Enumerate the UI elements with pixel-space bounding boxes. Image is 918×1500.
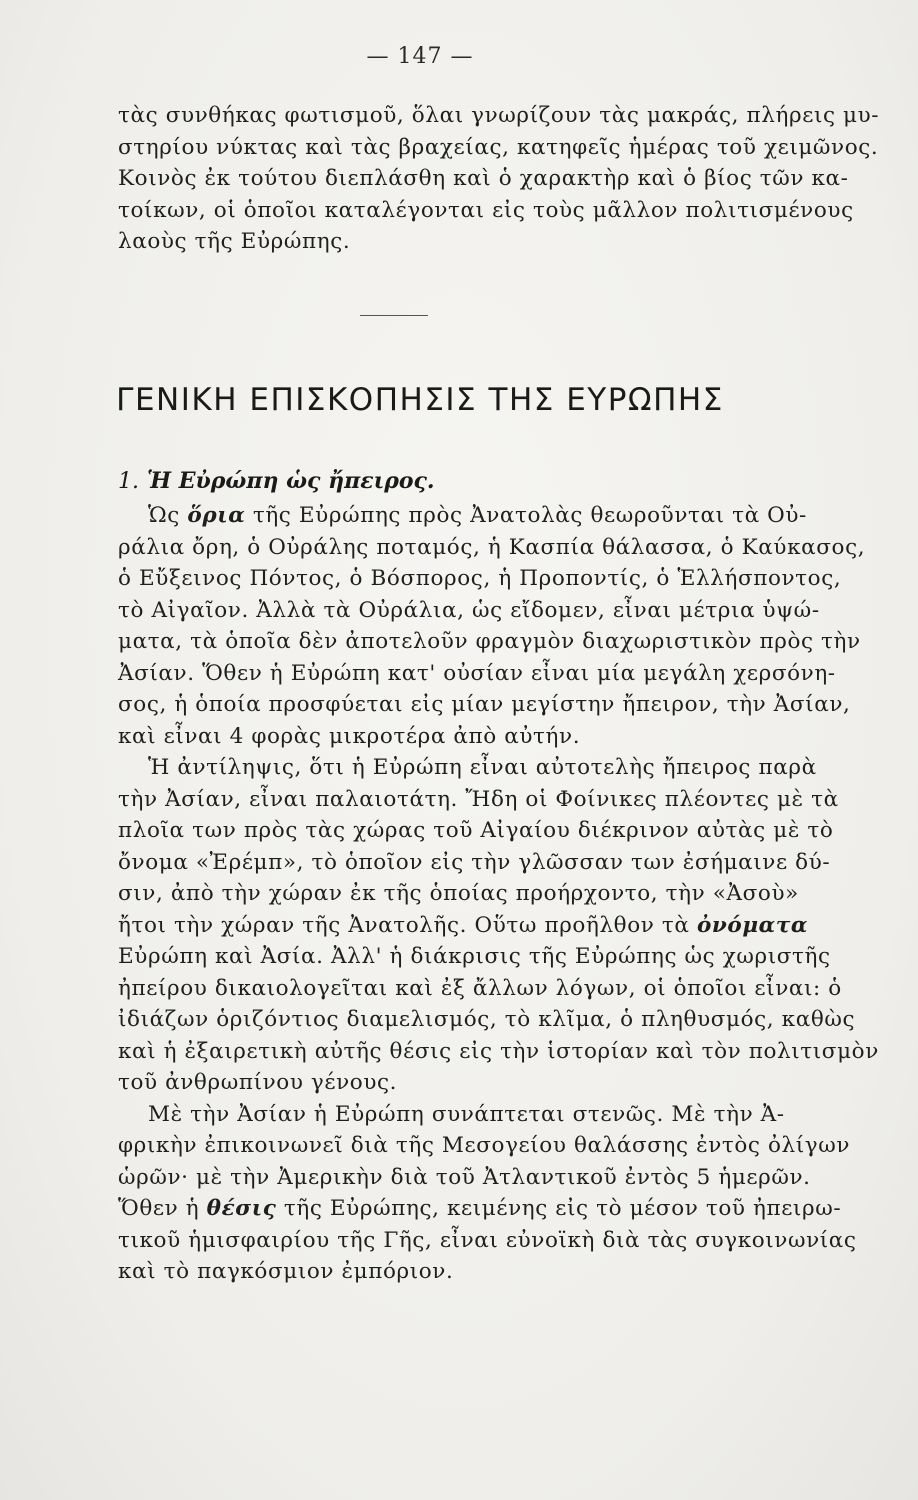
text-line: λαοὺς τῆς Εὐρώπης.	[118, 229, 351, 254]
subsection-number: 1.	[118, 469, 139, 494]
text-line: ράλια ὄρη, ὁ Οὐράλης ποταμός, ἡ Κασπία θάλασσα, ὁ Καύκασος,	[118, 534, 866, 560]
text-line: τὴν Ἀσίαν, εἶναι παλαιοτάτη. Ἤδη οἱ Φοίνικες πλέοντες μὲ τὰ	[118, 786, 839, 812]
text-fragment: ἤτοι τὴν χώραν τῆς Ἀνατολῆς. Οὕτω προῆλθον τὰ	[118, 912, 697, 938]
intro-paragraph	[118, 100, 880, 258]
text-line: ἠπείρου δικαιολογεῖται καὶ ἐξ ἄλλων λόγων, οἱ ὁποῖοι εἶναι: ὁ	[118, 975, 842, 1001]
emphasis-term: θέσις	[206, 1196, 277, 1221]
text-line: Εὐρώπη καὶ Ἀσία. Ἀλλ' ἡ διάκρισις τῆς Εὐρώπης ὡς χωριστῆς	[118, 944, 831, 969]
section-title: ΓΕΝΙΚΗ ΕΠΙΣΚΟΠΗΣΙΣ ΤΗΣ ΕΥΡΩΠΗΣ	[116, 382, 724, 418]
text-fragment: Ὡς	[148, 503, 188, 528]
text-line: φρικὴν ἐπικοινωνεῖ διὰ τῆς Μεσογείου θαλάσσης ἐντὸς ὀλίγων	[118, 1133, 851, 1158]
text-line: ἰδιάζων ὁριζόντιος διαμελισμός, τὸ κλῖμα, ὁ πληθυσμός, καθὼς	[118, 1007, 856, 1032]
page-number: — 147 —	[366, 44, 474, 69]
text-fragment: τῆς Εὐρώπης πρὸς Ἀνατολὰς θεωροῦνται τὰ Οὐ-	[245, 503, 807, 528]
text-line: Ἀσίαν. Ὅθεν ἡ Εὐρώπη κατ' οὐσίαν εἶναι μία μεγάλη χερσόνη-	[118, 660, 836, 686]
text-line: τικοῦ ἡμισφαιρίου τῆς Γῆς, εἶναι εὐνοϊκὴ διὰ τὰς συγκοινωνίας	[118, 1227, 857, 1253]
text-line: Μὲ τὴν Ἀσίαν ἡ Εὐρώπη συνάπτεται στενῶς. Μὲ τὴν Ἀ-	[148, 1101, 785, 1127]
text-line: ὡρῶν· μὲ τὴν Ἀμερικὴν διὰ τοῦ Ἀτλαντικοῦ ἐντὸς 5 ἡμερῶν.	[118, 1164, 811, 1190]
text-line: Κοινὸς ἐκ τούτου διεπλάσθη καὶ ὁ χαρακτὴρ καὶ ὁ βίος τῶν κα-	[118, 166, 849, 191]
text-line: τοίκων, οἱ ὁποῖοι καταλέγονται εἰς τοὺς μᾶλλον πολιτισμένους	[118, 197, 854, 223]
text-line: Ἡ ἀντίληψις, ὅτι ἡ Εὐρώπη εἶναι αὐτοτελὴς ἤπειρος παρὰ	[148, 755, 817, 780]
text-line: τὰς συνθήκας φωτισμοῦ, ὅλαι γνωρίζουν τὰς μακράς, πλήρεις μυ-	[118, 103, 880, 128]
text-fragment: Ὅθεν ἡ	[118, 1196, 207, 1221]
text-line: ὁ Εὔξεινος Πόντος, ὁ Βόσπορος, ἡ Προποντίς, ὁ Ἑλλήσποντος,	[118, 566, 842, 591]
text-line: σιν, ἀπὸ τὴν χώραν ἐκ τῆς ὁποίας προήρχοντο, τὴν «Ἀσοὺ»	[118, 881, 799, 906]
body-text	[118, 500, 879, 1288]
subsection-title: Ἡ Εὐρώπη ὡς ἤπειρος.	[147, 468, 435, 494]
text-line: καὶ ἡ ἐξαιρετικὴ αὐτῆς θέσις εἰς τὴν ἱστορίαν καὶ τὸν πολιτισμὸν	[118, 1038, 879, 1064]
text-line: ματα, τὰ ὁποῖα δὲν ἀποτελοῦν φραγμὸν διαχωριστικὸν πρὸς τὴν	[118, 629, 861, 654]
text-line	[118, 500, 807, 532]
text-line	[118, 1193, 842, 1225]
emphasis-term: ὅρια	[187, 503, 246, 528]
text-fragment: τῆς Εὐρώπης, κειμένης εἰς τὸ μέσον τοῦ ἠπειρω-	[276, 1196, 842, 1221]
text-line: ὄνομα «Ἐρέμπ», τὸ ὁποῖον εἰς τὴν γλῶσσαν των ἐσήμαινε δύ-	[118, 849, 831, 875]
section-divider	[360, 315, 428, 316]
subsection-heading	[118, 468, 435, 494]
text-line: καὶ εἶναι 4 φορὰς μικροτέρα ἀπὸ αὐτήν.	[118, 723, 581, 749]
text-line	[118, 910, 809, 942]
text-line: τοῦ ἀνθρωπίνου γένους.	[118, 1070, 398, 1095]
emphasis-term: ὀνόματα	[696, 912, 809, 938]
text-line: σος, ἡ ὁποία προσφύεται εἰς μίαν μεγίστην ἤπειρον, τὴν Ἀσίαν,	[118, 692, 851, 717]
text-line: καὶ τὸ παγκόσμιον ἐμπόριον.	[118, 1259, 454, 1284]
text-line: πλοῖα των πρὸς τὰς χώρας τοῦ Αἰγαίου διέκρινον αὐτὰς μὲ τὸ	[118, 818, 834, 843]
text-line: στηρίου νύκτας καὶ τὰς βραχείας, κατηφεῖς ἡμέρας τοῦ χειμῶνος.	[118, 134, 879, 160]
text-line: τὸ Αἰγαῖον. Ἀλλὰ τὰ Οὐράλια, ὡς εἴδομεν, εἶναι μέτρια ὑψώ-	[118, 597, 820, 623]
